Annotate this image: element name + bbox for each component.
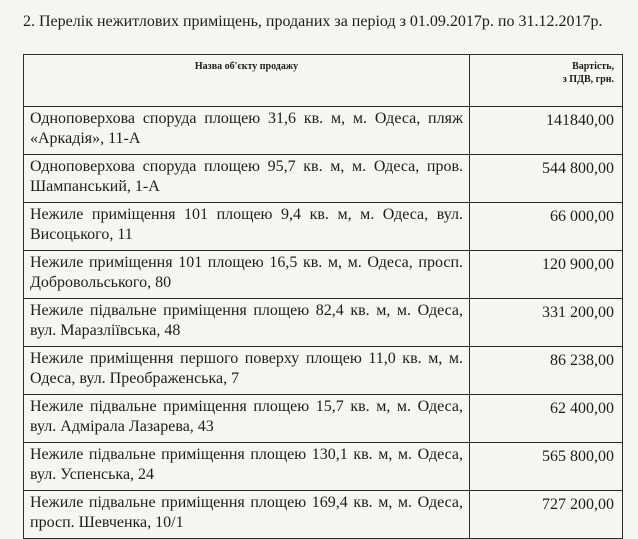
table-row: [24, 299, 623, 347]
object-name: Нежиле підвальне приміщення площею 130,1 кв. м, м. Одеса, вул. Успенська, 24: [24, 443, 470, 491]
table-row: [24, 107, 623, 155]
sales-table: [23, 54, 623, 539]
object-name: Нежиле приміщення 101 площею 9,4 кв. м, м. Одеса, вул. Висоцького, 11: [24, 203, 470, 251]
table-row: [24, 251, 623, 299]
object-price: 331 200,00: [470, 299, 623, 347]
object-price: 66 000,00: [470, 203, 623, 251]
section-heading: 2. Перелік нежитлових приміщень, продaних за період з 01.09.2017р. по 31.12.2017р.: [23, 13, 603, 30]
object-name: Нежиле приміщення 101 площею 16,5 кв. м, м. Одеса, просп. Добровольського, 80: [24, 251, 470, 299]
object-name: Нежиле підвальне приміщення площею 15,7 кв. м, м. Одеса, вул. Адмірала Лазарева, 43: [24, 395, 470, 443]
object-price: 565 800,00: [470, 443, 623, 491]
column-header-price-line1: Вартість,: [572, 61, 614, 72]
object-price: 86 238,00: [470, 347, 623, 395]
object-name: Одноповерхова споруда площею 95,7 кв. м, м. Одеса, пров. Шампанський, 1-А: [24, 155, 470, 203]
object-name: Нежиле приміщення першого поверху площею 11,0 кв. м, м. Одеса, вул. Преображенська, 7: [24, 347, 470, 395]
object-price: 62 400,00: [470, 395, 623, 443]
object-name: Одноповерхова споруда площею 31,6 кв. м, м. Одеса, пляж «Аркадія», 11-А: [24, 107, 470, 155]
table-row: [24, 203, 623, 251]
object-price: 727 200,00: [470, 491, 623, 539]
table-row: [24, 395, 623, 443]
column-header-name: Назва об'єкту продажу: [24, 55, 470, 107]
table-row: [24, 491, 623, 539]
table-row: [24, 347, 623, 395]
table-row: [24, 155, 623, 203]
object-price: 141840,00: [470, 107, 623, 155]
object-price: 120 900,00: [470, 251, 623, 299]
object-price: 544 800,00: [470, 155, 623, 203]
column-header-price-line2: з ПДВ, грн.: [562, 74, 614, 85]
table-header-row: [24, 55, 623, 107]
table-row: [24, 443, 623, 491]
object-name: Нежиле підвальне приміщення площею 169,4 кв. м, м. Одеса, просп. Шевченка, 10/1: [24, 491, 470, 539]
object-name: Нежиле підвальне приміщення площею 82,4 кв. м, м. Одеса, вул. Маразліївська, 48: [24, 299, 470, 347]
column-header-price: [470, 55, 623, 107]
